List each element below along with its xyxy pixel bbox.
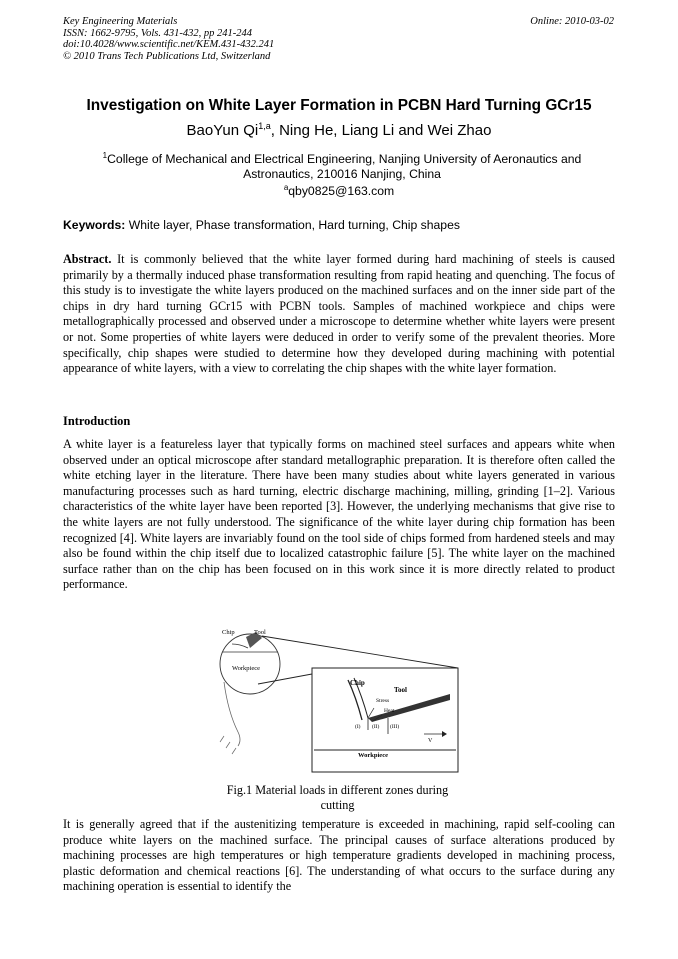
other-authors: , Ning He, Liang Li and Wei Zhao [270, 122, 492, 139]
authors [20, 121, 658, 139]
keywords-label: Keywords: [63, 218, 126, 232]
doi-line: doi:10.4028/www.scientific.net/KEM.431-432.241 [63, 39, 275, 51]
zoom-line-bottom [258, 674, 312, 684]
abstract [63, 252, 615, 377]
copyright-line: © 2010 Trans Tech Publications Ltd, Switzerland [63, 50, 271, 62]
intro-paragraph-2: It is generally agreed that if the austenitizing temperature is exceeded in machining, rapid self-cooling can produce white layers on the machined surface. The principal causes of surface alterations produced by machining processes are high temperatures or high temperature gradients developed in machining process, plastic deformation and chemical reactions [6]. The understanding of what occurs to the surface during any machining operation is essential to identify the [63, 817, 615, 894]
intro-paragraph-1: A white layer is a featureless layer that typically forms on machined steel surfaces and appears white when observed under an optical microscope after standard metallographic preparation. It is therefore often called the white etching layer in the literature. There have been many studies about white layers generated in various manufacturing processes such as hard turning, electric discharge machining, milling, grinding [1–2]. Various characteristics of the white layer have been reported [3]. However, the underlying mechanisms that give rise to the white layers are not fully understood. The significance of the white layer during chip formation has been recognized [4]. White layers are invariably found on the tool side of chips formed from hardened steels and may also be found within the chip itself due to localized catastrophic failure [5]. The white layer on the machined surface rather than on the chip has been focused on in this work since it is more directly related to product performance. [63, 437, 615, 592]
email-address: qby0825@163.com [288, 184, 395, 199]
label-workpiece: Workpiece [358, 752, 388, 759]
label-stress: Stress [376, 698, 390, 704]
email [20, 183, 658, 198]
author-superscript: 1,a [258, 121, 271, 131]
label-chip: Chip [350, 679, 365, 687]
abstract-label: Abstract. [63, 252, 112, 266]
abstract-text: It is commonly believed that the white layer formed during hard machining of steels is caused primarily by a thermally induced phase transformation resulting from rapid heating and quenching. The focus of this study is to investigate the white layers produced on the machined surfaces and on the inner side part of the chips in dry hard turning GCr15 with PCBN tools. Samples of machined workpiece and chips were metallographically processed and observed under a microscope to determine whether white layers were present or not. Some properties of white layers were deduced in order to verify some of the prevalent theories. More specifically, chip shapes were studied to determine how they developed during machining with potential appearance of white layers, with a view to correlating the chip shapes with the white layer formation. [63, 252, 615, 376]
paper-title: Investigation on White Layer Formation in PCBN Hard Turning GCr15 [86, 97, 592, 114]
issn-line: ISSN: 1662-9795, Vols. 431-432, pp 241-244 [63, 27, 252, 39]
label-tool: Tool [394, 686, 407, 694]
affiliation-superscript: 1 [102, 151, 108, 160]
journal-header [63, 16, 274, 62]
label-zone-1: (I) [355, 724, 361, 730]
online-date: Online: 2010-03-02 [530, 16, 614, 27]
small-chip-curve [232, 644, 248, 648]
keywords [63, 218, 460, 232]
affiliation [92, 148, 592, 182]
label-chip-small: Chip [222, 629, 235, 636]
email-superscript: a [283, 183, 289, 192]
figure-1-diagram [210, 622, 470, 782]
label-zone-3: (III) [390, 724, 400, 730]
label-velocity: V [428, 738, 433, 744]
journal-name: Key Engineering Materials [63, 16, 178, 27]
first-author: BaoYun Qi [186, 122, 259, 139]
label-workpiece-small: Workpiece [232, 665, 260, 672]
zoom-line-top [262, 636, 458, 668]
section-heading-introduction: Introduction [63, 414, 131, 428]
affiliation-text: College of Mechanical and Electrical Engineering, Nanjing University of Aeronautics and Astronautics, 210016 Nanjing, China [107, 152, 582, 182]
label-zone-2: (II) [372, 724, 380, 730]
label-tool-small: Tool [254, 629, 266, 636]
keywords-text: White layer, Phase transformation, Hard turning, Chip shapes [125, 218, 460, 232]
figure-caption: Fig.1 Material loads in different zones during cutting [226, 783, 449, 812]
label-heat: Heat [384, 708, 395, 714]
hatch-marks [220, 736, 236, 754]
